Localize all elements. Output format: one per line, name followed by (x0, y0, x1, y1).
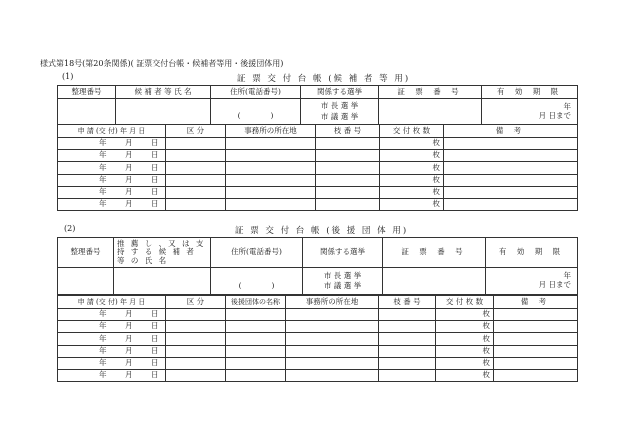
note-cell[interactable] (444, 198, 578, 210)
category-cell[interactable] (166, 162, 226, 174)
table-row (58, 150, 578, 162)
category-cell[interactable] (166, 186, 226, 198)
group-name-cell[interactable] (226, 309, 286, 321)
date-cell[interactable]: 年 月 日 (58, 162, 166, 174)
election-header: 関係する選挙 (303, 238, 383, 268)
table-row (58, 174, 578, 186)
note-cell[interactable] (444, 150, 578, 162)
note-cell[interactable] (494, 309, 578, 321)
category-cell[interactable] (166, 333, 226, 345)
office-cell[interactable] (286, 357, 379, 369)
date-col-header: 申 請 (交 付) 年 月 日 (58, 296, 166, 309)
validity-year: 年 (563, 271, 571, 281)
note-cell[interactable] (444, 162, 578, 174)
count-cell[interactable]: 枚 (436, 333, 494, 345)
date-cell[interactable]: 年 月 日 (58, 138, 166, 150)
reg-no-header: 整理番号 (58, 238, 114, 268)
branch-cell[interactable] (316, 174, 380, 186)
office-cell[interactable] (286, 333, 379, 345)
branch-cell[interactable] (316, 198, 380, 210)
note-cell[interactable] (444, 186, 578, 198)
count-cell[interactable]: 枚 (436, 321, 494, 333)
note-cell[interactable] (444, 138, 578, 150)
section2-title: 証 票 交 付 台 帳 (後 援 団 体 用) (235, 226, 409, 236)
table-row (58, 369, 578, 381)
cert-no-header: 証 票 番 号 (379, 86, 482, 99)
reg-no-header: 整理番号 (58, 86, 116, 99)
note-cell[interactable] (494, 345, 578, 357)
office-col-header: 事務所の所在地 (286, 296, 379, 309)
paren-left: ( (238, 281, 242, 291)
date-cell[interactable]: 年 月 日 (58, 174, 166, 186)
table-row (58, 333, 578, 345)
reg-no-cell[interactable] (58, 99, 116, 125)
date-cell[interactable]: 年 月 日 (58, 198, 166, 210)
branch-cell[interactable] (316, 138, 380, 150)
office-cell[interactable] (226, 162, 316, 174)
date-cell[interactable]: 年 月 日 (58, 333, 166, 345)
note-cell[interactable] (494, 357, 578, 369)
count-cell[interactable]: 枚 (380, 162, 444, 174)
paren-left: ( (237, 111, 241, 121)
table-row (58, 162, 578, 174)
election-cell[interactable] (303, 268, 383, 295)
office-cell[interactable] (286, 345, 379, 357)
branch-cell[interactable] (379, 369, 436, 381)
cert-no-cell[interactable] (383, 268, 486, 295)
branch-cell[interactable] (379, 357, 436, 369)
mayor-election: 市 長 選 挙 (323, 270, 362, 280)
category-cell[interactable] (166, 321, 226, 333)
count-cell[interactable]: 枚 (436, 309, 494, 321)
date-col-header: 申 請 (交 付) 年 月 日 (58, 125, 166, 138)
branch-col-header: 枝 番 号 (316, 125, 380, 138)
date-cell[interactable]: 年 月 日 (58, 369, 166, 381)
candidate-name-header: 候 補 者 等 氏 名 (116, 86, 211, 99)
category-cell[interactable] (166, 198, 226, 210)
section1-header-table (57, 85, 578, 125)
count-cell[interactable]: 枚 (380, 174, 444, 186)
count-cell[interactable]: 枚 (380, 150, 444, 162)
validity-year: 年 (563, 101, 571, 111)
address-header: 住所(電話番号) (211, 86, 301, 99)
table-row (58, 309, 578, 321)
date-cell[interactable]: 年 月 日 (58, 357, 166, 369)
group-name-cell[interactable] (226, 357, 286, 369)
office-cell[interactable] (226, 174, 316, 186)
count-cell[interactable]: 枚 (436, 357, 494, 369)
note-cell[interactable] (494, 321, 578, 333)
count-cell[interactable]: 枚 (436, 345, 494, 357)
office-cell[interactable] (226, 186, 316, 198)
note-cell[interactable] (444, 174, 578, 186)
validity-until: 月 日まで (538, 110, 571, 120)
table-row (58, 357, 578, 369)
branch-col-header: 枝 番 号 (379, 296, 436, 309)
supporter-name-cell[interactable] (114, 268, 211, 295)
supporter-name-header: 推 薦 し 、又 は 支 持 す る 候 補 者 等 の 氏 名 (114, 238, 211, 268)
date-cell[interactable]: 年 月 日 (58, 321, 166, 333)
category-cell[interactable] (166, 357, 226, 369)
branch-cell[interactable] (316, 150, 380, 162)
branch-cell[interactable] (379, 345, 436, 357)
validity-header: 有 効 期 限 (486, 238, 578, 268)
category-cell[interactable] (166, 309, 226, 321)
branch-cell[interactable] (379, 309, 436, 321)
note-col-header: 備 考 (494, 296, 578, 309)
section2-number: (2) (64, 224, 76, 233)
office-cell[interactable] (226, 150, 316, 162)
address-cell[interactable] (211, 99, 301, 125)
count-cell[interactable]: 枚 (380, 186, 444, 198)
group-name-cell[interactable] (226, 333, 286, 345)
note-cell[interactable] (494, 369, 578, 381)
category-cell[interactable] (166, 345, 226, 357)
date-cell[interactable]: 年 月 日 (58, 186, 166, 198)
branch-cell[interactable] (316, 162, 380, 174)
branch-cell[interactable] (379, 333, 436, 345)
assembly-election: 市 議 選 挙 (323, 281, 362, 290)
cert-no-header: 証 票 番 号 (383, 238, 486, 268)
category-cell[interactable] (166, 150, 226, 162)
address-cell[interactable] (211, 268, 303, 295)
office-cell[interactable] (286, 369, 379, 381)
table-row (58, 345, 578, 357)
group-name-cell[interactable] (226, 345, 286, 357)
date-cell[interactable]: 年 月 日 (58, 150, 166, 162)
category-cell[interactable] (166, 138, 226, 150)
table-row (58, 321, 578, 333)
note-cell[interactable] (494, 333, 578, 345)
group-name-cell[interactable] (226, 369, 286, 381)
office-col-header: 事務所の所在地 (226, 125, 316, 138)
count-cell[interactable]: 枚 (380, 138, 444, 150)
count-cell[interactable]: 枚 (380, 198, 444, 210)
category-cell[interactable] (166, 369, 226, 381)
table-row (58, 198, 578, 210)
validity-until: 月 日まで (538, 280, 571, 289)
section1-detail-table (57, 124, 578, 211)
section1-title: 証 票 交 付 台 帳 (候 補 者 等 用) (237, 74, 411, 84)
validity-header: 有 効 期 限 (482, 86, 578, 99)
election-cell[interactable] (301, 99, 379, 125)
office-cell[interactable] (226, 198, 316, 210)
table-row (58, 138, 578, 150)
cert-no-cell[interactable] (379, 99, 482, 125)
paren-right: ) (271, 281, 275, 291)
office-cell[interactable] (226, 138, 316, 150)
section2-header-table (57, 237, 578, 295)
count-col-header: 交 付 枚 数 (380, 125, 444, 138)
paren-right: ) (270, 111, 274, 121)
office-cell[interactable] (286, 321, 379, 333)
date-cell[interactable]: 年 月 日 (58, 309, 166, 321)
count-cell[interactable]: 枚 (436, 369, 494, 381)
mayor-election: 市 長 選 挙 (320, 101, 359, 111)
section1-number: (1) (62, 72, 74, 81)
branch-cell[interactable] (316, 186, 380, 198)
office-cell[interactable] (286, 309, 379, 321)
address-header: 住所(電話番号) (211, 238, 303, 268)
note-col-header: 備 考 (444, 125, 578, 138)
count-col-header: 交 付 枚 数 (436, 296, 494, 309)
group-name-col-header: 後援団体の名称 (226, 296, 286, 309)
table-row (58, 186, 578, 198)
reg-no-cell[interactable] (58, 268, 114, 295)
candidate-name-cell[interactable] (116, 99, 211, 125)
section2-detail-table (57, 295, 578, 382)
category-col-header: 区 分 (166, 125, 226, 138)
category-col-header: 区 分 (166, 296, 226, 309)
election-header: 関係する選挙 (301, 86, 379, 99)
branch-cell[interactable] (379, 321, 436, 333)
form-title: 様式第18号(第20条関係)( 証票交付台帳・候補者等用・後援団体用) (40, 59, 284, 68)
validity-cell[interactable] (482, 99, 578, 125)
group-name-cell[interactable] (226, 321, 286, 333)
date-cell[interactable]: 年 月 日 (58, 345, 166, 357)
assembly-election: 市 議 選 挙 (320, 111, 359, 121)
validity-cell[interactable] (486, 268, 578, 295)
category-cell[interactable] (166, 174, 226, 186)
